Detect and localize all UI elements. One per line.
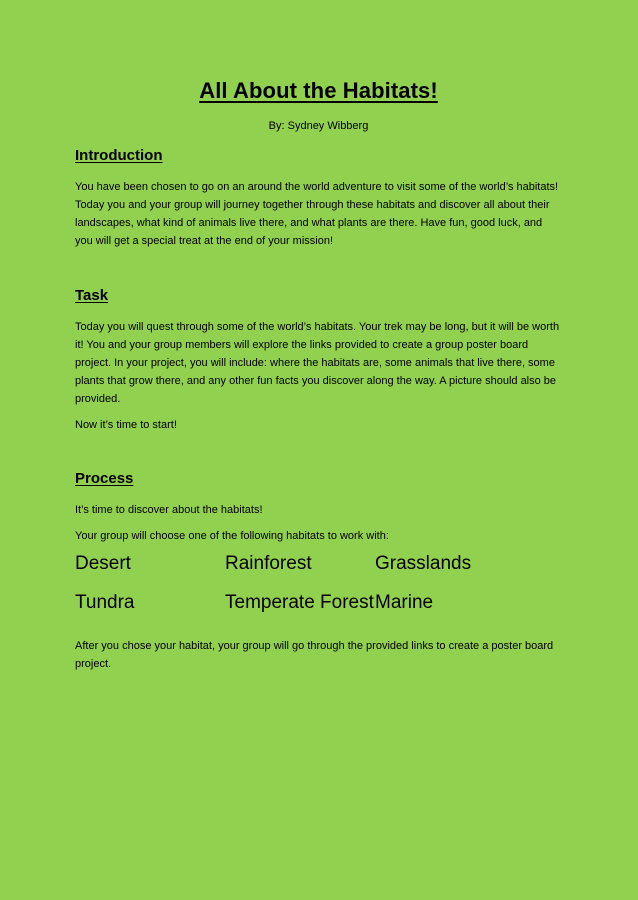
page-title: All About the Habitats!: [199, 78, 438, 103]
document-page: [0, 74, 638, 900]
task-heading: Task: [75, 287, 109, 304]
habitat-tundra: Tundra: [75, 592, 135, 613]
introduction-heading: Introduction: [75, 147, 163, 164]
introduction-paragraph: You have been chosen to go on an around the world adventure to visit some of the world’s habitats! Today you and your group will journey together through these habitats and discover all about their landscapes, what kind of animals live there, and what plants are there. Have fun, good luck, and you will get a special treat at the end of your mission!: [75, 181, 559, 247]
task-paragraph: Today you will quest through some of the world’s habitats. Your trek may be long, but it will be worth it! You and your group members will explore the links provided to create a group poster board project. In your project, you will include: where the habitats are, some animals that live there, some plants that grow there, and any other fun facts you discover along the way. A picture should also be provided.: [75, 321, 560, 405]
habitat-desert: Desert: [75, 553, 131, 574]
task-start-text: Now it’s time to start!: [75, 419, 177, 431]
process-choice-text: Your group will choose one of the following habitats to work with:: [75, 530, 389, 542]
process-final-paragraph: After you chose your habitat, your group will go through the provided links to create a poster board project.: [75, 640, 554, 670]
process-intro-text: It’s time to discover about the habitats!: [75, 504, 263, 516]
author-byline: By: Sydney Wibberg: [268, 120, 369, 132]
habitat-grasslands: Grasslands: [375, 553, 472, 574]
process-heading: Process: [75, 470, 134, 487]
habitat-temperate-forest: Temperate Forest: [225, 592, 374, 613]
habitat-rainforest: Rainforest: [225, 553, 312, 574]
habitat-list: [75, 551, 562, 615]
habitat-marine: Marine: [375, 592, 434, 613]
